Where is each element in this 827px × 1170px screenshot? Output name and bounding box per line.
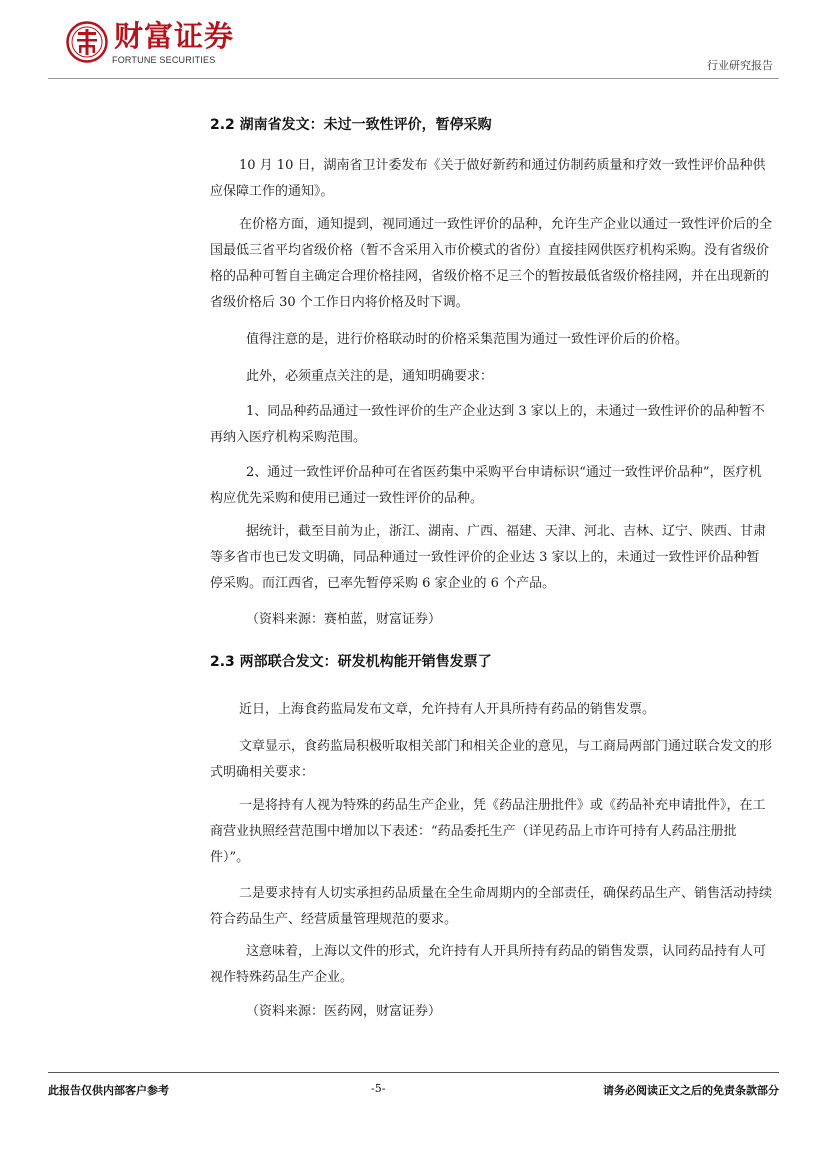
report-type-label: 行业研究报告 [707, 59, 773, 72]
paragraph: 值得注意的是，进行价格联动时的价格采集范围为通过一致性评价后的价格。 [246, 332, 689, 347]
paragraph: 10 月 10 日，湖南省卫计委发布《关于做好新药和通过仿制药质量和疗效一致性评价品种供应保障工作的通知》。 [210, 158, 766, 199]
source-note: （资料来源：医药网，财富证券） [246, 1004, 442, 1019]
footer-disclaimer-right: 请务必阅读正文之后的免责条款部分 [603, 1084, 779, 1097]
brand-name-en: FORTUNE SECURITIES [112, 55, 216, 65]
paragraph: 二是要求持有人切实承担药品质量在全生命周期内的全部责任，确保药品生产、销售活动持续符合药品生产、经营质量管理规范的要求。 [210, 886, 773, 927]
paragraph: 文章显示，食药监局积极听取相关部门和相关企业的意见，与工商局两部门通过联合发文的形式明确相关要求： [210, 739, 773, 780]
paragraph: 在价格方面，通知提到，视同通过一致性评价的品种，允许生产企业以通过一致性评价后的全国最低三省平均省级价格（暂不含采用入市价模式的省份）直接挂网供医疗机构采购。没有省级价格的品种可暂自主确定合理价格挂网，省级价格不足三个的暂按最低省级价格挂网，并在出现新的省级价格后 30 个工作日内将价格及时下调。 [210, 217, 773, 310]
source-note: （资料来源：赛柏蓝，财富证券） [246, 612, 442, 627]
paragraph: 近日，上海食药监局发布文章，允许持有人开具所持有药品的销售发票。 [239, 702, 656, 717]
footer-divider [48, 1072, 779, 1073]
section-heading: 2.2 湖南省发文：未过一致性评价，暂停采购 [210, 117, 492, 133]
page-number: -5- [371, 1082, 386, 1095]
numbered-item: 1、同品种药品通过一致性评价的生产企业达到 3 家以上的，未通过一致性评价的品种暂不再纳入医疗机构采购范围。 [210, 404, 765, 445]
section-heading: 2.3 两部联合发文：研发机构能开销售发票了 [210, 654, 492, 670]
header-divider [48, 78, 779, 79]
paragraph: 此外，必须重点关注的是，通知明确要求： [246, 369, 494, 384]
brand-name-cn: 财富证券 [114, 19, 235, 53]
paragraph: 据统计，截至目前为止，浙江、湖南、广西、福建、天津、河北、吉林、辽宁、陕西、甘肃等多省市也已发文明确，同品种通过一致性评价的企业达 3 家以上的，未通过一致性评价品种暂停采购。而江西省，已率先暂停采购 6 家企业的 6 个产品。 [210, 524, 767, 591]
paragraph: 一是将持有人视为特殊的药品生产企业，凭《药品注册批件》或《药品补充申请批件》，在工商营业执照经营范围中增加以下表述：“药品委托生产（详见药品上市许可持有人药品注册批件）”。 [210, 798, 766, 865]
numbered-item: 2、通过一致性评价品种可在省医药集中采购平台申请标识“通过一致性评价品种”，医疗机构应优先采购和使用已通过一致性评价的品种。 [210, 465, 762, 506]
page-header [0, 0, 827, 82]
paragraph: 这意味着，上海以文件的形式，允许持有人开具所持有药品的销售发票，认同药品持有人可视作特殊药品生产企业。 [210, 944, 767, 985]
fortune-securities-seal-icon [66, 21, 108, 63]
footer-disclaimer-left: 此报告仅供内部客户参考 [48, 1084, 169, 1097]
